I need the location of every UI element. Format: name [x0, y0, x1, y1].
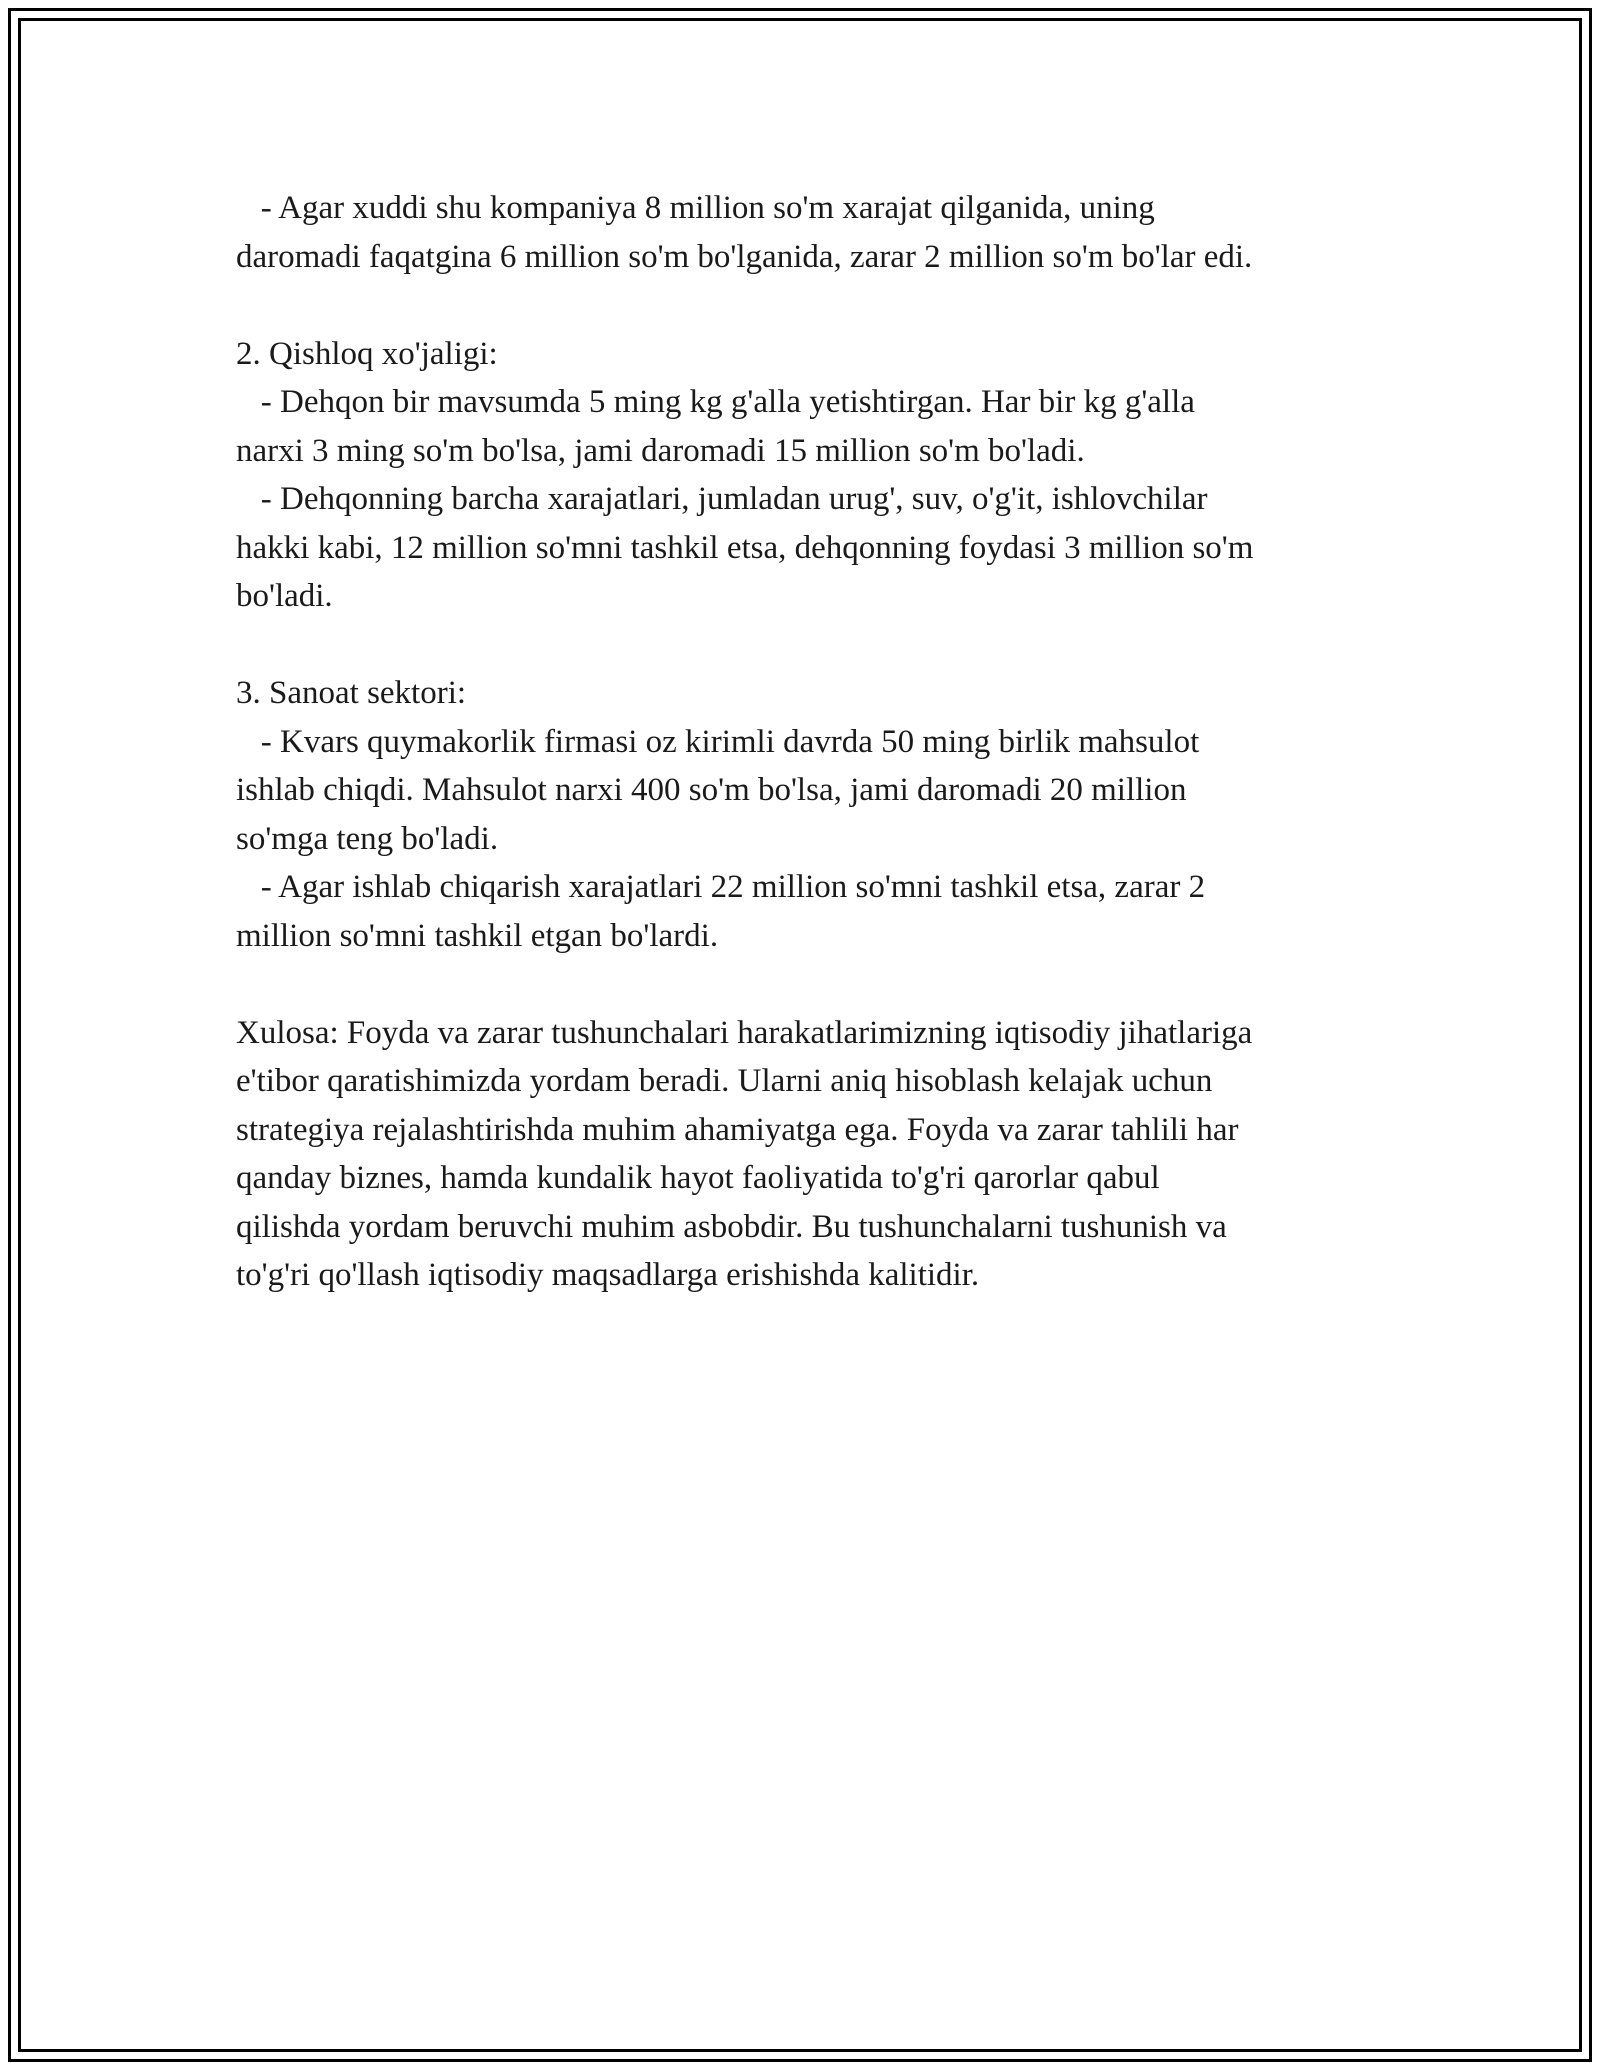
- paragraph-agriculture: [236, 330, 1376, 621]
- text-line: qanday biznes, hamda kundalik hayot faoliyatida to'g'ri qarorlar qabul: [236, 1160, 1160, 1196]
- text-line: - Agar xuddi shu kompaniya 8 million so'm xarajat qilganida, uning: [236, 190, 1155, 226]
- text-line: million so'mni tashkil etgan bo'lardi.: [236, 917, 719, 954]
- paragraph-gap: [236, 960, 1376, 1009]
- text-line: qilishda yordam beruvchi muhim asbobdir. Bu tushunchalarni tushunish va: [236, 1208, 1227, 1245]
- text-line: ishlab chiqdi. Mahsulot narxi 400 so'm bo'lsa, jami daromadi 20 million: [236, 772, 1187, 808]
- document-body: [236, 184, 1376, 1300]
- text-line: bo'ladi.: [236, 578, 333, 614]
- text-line: to'g'ri qo'llash iqtisodiy maqsadlarga erishishda kalitidir.: [236, 1257, 980, 1293]
- text-line: - Agar ishlab chiqarish xarajatlari 22 million so'mni tashkil etsa, zarar 2: [236, 869, 1206, 905]
- paragraph-gap: [236, 281, 1376, 330]
- paragraph-company-loss: [236, 184, 1376, 281]
- paragraph-gap: [236, 621, 1376, 670]
- section-heading: 2. Qishloq xo'jaligi:: [236, 335, 498, 372]
- text-line: so'mga teng bo'ladi.: [236, 820, 499, 857]
- text-line: Xulosa: Foyda va zarar tushunchalari harakatlarimizning iqtisodiy jihatlariga: [236, 1014, 1253, 1051]
- text-line: narxi 3 ming so'm bo'lsa, jami daromadi 15 million so'm bo'ladi.: [236, 432, 1085, 469]
- text-line: - Dehqon bir mavsumda 5 ming kg g'alla yetishtirgan. Har bir kg g'alla: [236, 384, 1195, 420]
- text-line: - Kvars quymakorlik firmasi oz kirimli davrda 50 ming birlik mahsulot: [236, 723, 1200, 760]
- paragraph-industry: [236, 669, 1376, 960]
- text-line: strategiya rejalashtirishda muhim ahamiyatga ega. Foyda va zarar tahlili har: [236, 1111, 1239, 1148]
- text-line: e'tibor qaratishimizda yordam beradi. Ularni aniq hisoblash kelajak uchun: [236, 1063, 1213, 1099]
- text-line: daromadi faqatgina 6 million so'm bo'lganida, zarar 2 million so'm bo'lar edi.: [236, 238, 1253, 275]
- section-heading: 3. Sanoat sektori:: [236, 675, 467, 711]
- text-line: - Dehqonning barcha xarajatlari, jumladan urug', suv, o'g'it, ishlovchilar: [236, 481, 1208, 517]
- text-line: hakki kabi, 12 million so'mni tashkil etsa, dehqonning foydasi 3 million so'm: [236, 529, 1254, 566]
- paragraph-conclusion: [236, 1009, 1376, 1300]
